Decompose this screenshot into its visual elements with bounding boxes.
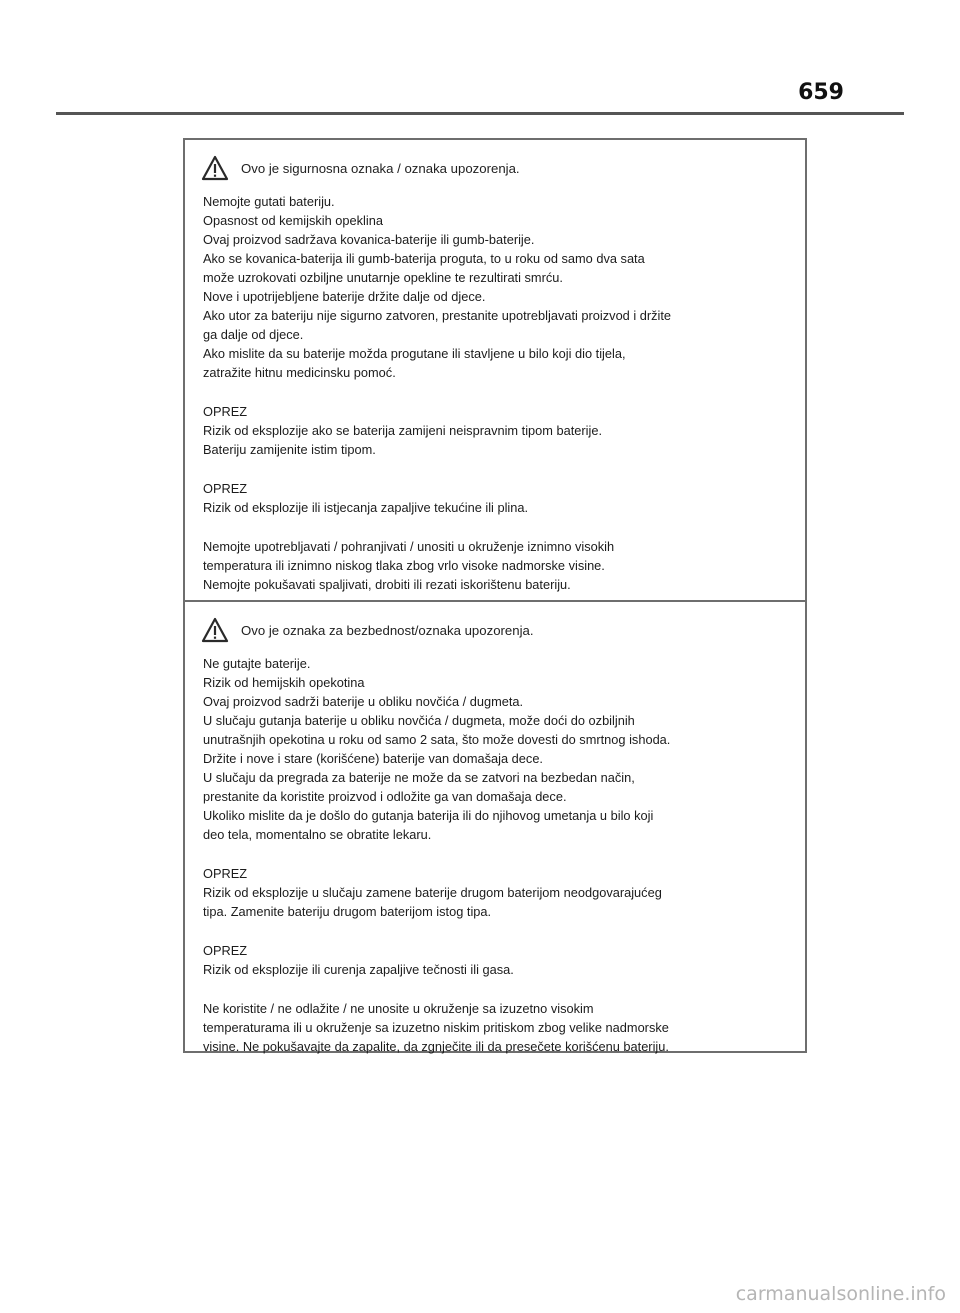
text-line: zatražite hitnu medicinsku pomoć. [203,365,396,380]
warning-section-serbian [185,600,805,1054]
paragraph [203,192,791,382]
caution-heading: OPREZ [203,481,248,496]
text-line: ga dalje od djece. [203,327,304,342]
text-line: U slučaju gutanja baterije u obliku novčića / dugmeta, može doći do ozbiljnih [203,713,635,728]
text-line: U slučaju da pregrada za baterije ne može da se zatvori na bezbedan način, [203,770,635,785]
paragraph [203,864,791,921]
text-line: Rizik od hemijskih opekotina [203,675,365,690]
text-line: temperatura ili iznimno niskog tlaka zbog vrlo visoke nadmorske visine. [203,558,605,573]
warning-triangle-icon [201,617,229,643]
text-line: Rizik od eksplozije ili curenja zapaljive tečnosti ili gasa. [203,962,514,977]
text-line: Rizik od eksplozije ako se baterija zamijeni neispravnim tipom baterije. [203,423,603,438]
battery-warning-box [183,138,807,1053]
page-number: 659 [798,80,844,105]
text-line: deo tela, momentalno se obratite lekaru. [203,827,432,842]
text-line: tipa. Zamenite bateriju drugom baterijom istog tipa. [203,904,492,919]
text-line: može uzrokovati ozbiljne unutarnje opekline te rezultirati smrću. [203,270,563,285]
text-line: Rizik od eksplozije ili istjecanja zapaljive tekućine ili plina. [203,500,529,515]
warning-title-row [201,612,791,648]
paragraph [203,479,791,517]
warning-title: Ovo je sigurnosna oznaka / oznaka upozorenja. [241,160,520,176]
watermark: carmanualsonline.info [735,1283,946,1305]
text-line: Nemojte gutati bateriju. [203,194,335,209]
text-line: Držite i nove i stare (korišćene) baterije van domašaja dece. [203,751,543,766]
caution-heading: OPREZ [203,866,248,881]
paragraph [203,999,791,1056]
paragraph [203,537,791,594]
text-line: Ako mislite da su baterije možda progutane ili stavljene u bilo koji dio tijela, [203,346,626,361]
text-line: Ovaj proizvod sadrži baterije u obliku novčića / dugmeta. [203,694,524,709]
warning-title-row [201,150,791,186]
caution-heading: OPREZ [203,404,248,419]
text-line: Ne gutajte baterije. [203,656,311,671]
header-rule [56,112,904,115]
warning-title: Ovo je oznaka za bezbednost/oznaka upozorenja. [241,622,534,638]
paragraph [203,654,791,844]
paragraph [203,941,791,979]
warning-triangle-icon [201,155,229,181]
text-line: Nemojte upotrebljavati / pohranjivati / unositi u okruženje iznimno visokih [203,539,615,554]
text-line: Nemojte pokušavati spaljivati, drobiti ili rezati iskorištenu bateriju. [203,577,571,592]
warning-section-croatian [185,140,805,600]
text-line: Nove i upotrijebljene baterije držite dalje od djece. [203,289,486,304]
text-line: unutrašnjih opekotina u roku od samo 2 sata, što može dovesti do smrtnog ishoda. [203,732,671,747]
paragraph [203,402,791,459]
text-line: Bateriju zamijenite istim tipom. [203,442,376,457]
caution-heading: OPREZ [203,943,248,958]
text-line: visine. Ne pokušavajte da zapalite, da zgnječite ili da presečete korišćenu bateriju. [203,1039,669,1054]
text-line: Rizik od eksplozije u slučaju zamene baterije drugom baterijom neodgovarajućeg [203,885,662,900]
text-line: Ne koristite / ne odlažite / ne unosite u okruženje sa izuzetno visokim [203,1001,594,1016]
text-line: temperaturama ili u okruženje sa izuzetno niskim pritiskom zbog velike nadmorske [203,1020,669,1035]
text-line: Ako se kovanica-baterija ili gumb-baterija proguta, to u roku od samo dva sata [203,251,645,266]
text-line: prestanite da koristite proizvod i odložite ga van domašaja dece. [203,789,567,804]
text-line: Opasnost od kemijskih opeklina [203,213,383,228]
text-line: Ukoliko mislite da je došlo do gutanja baterija ili do njihovog umetanja u bilo koji [203,808,654,823]
text-line: Ovaj proizvod sadržava kovanica-baterije ili gumb-baterije. [203,232,535,247]
text-line: Ako utor za bateriju nije sigurno zatvoren, prestanite upotrebljavati proizvod i držite [203,308,672,323]
